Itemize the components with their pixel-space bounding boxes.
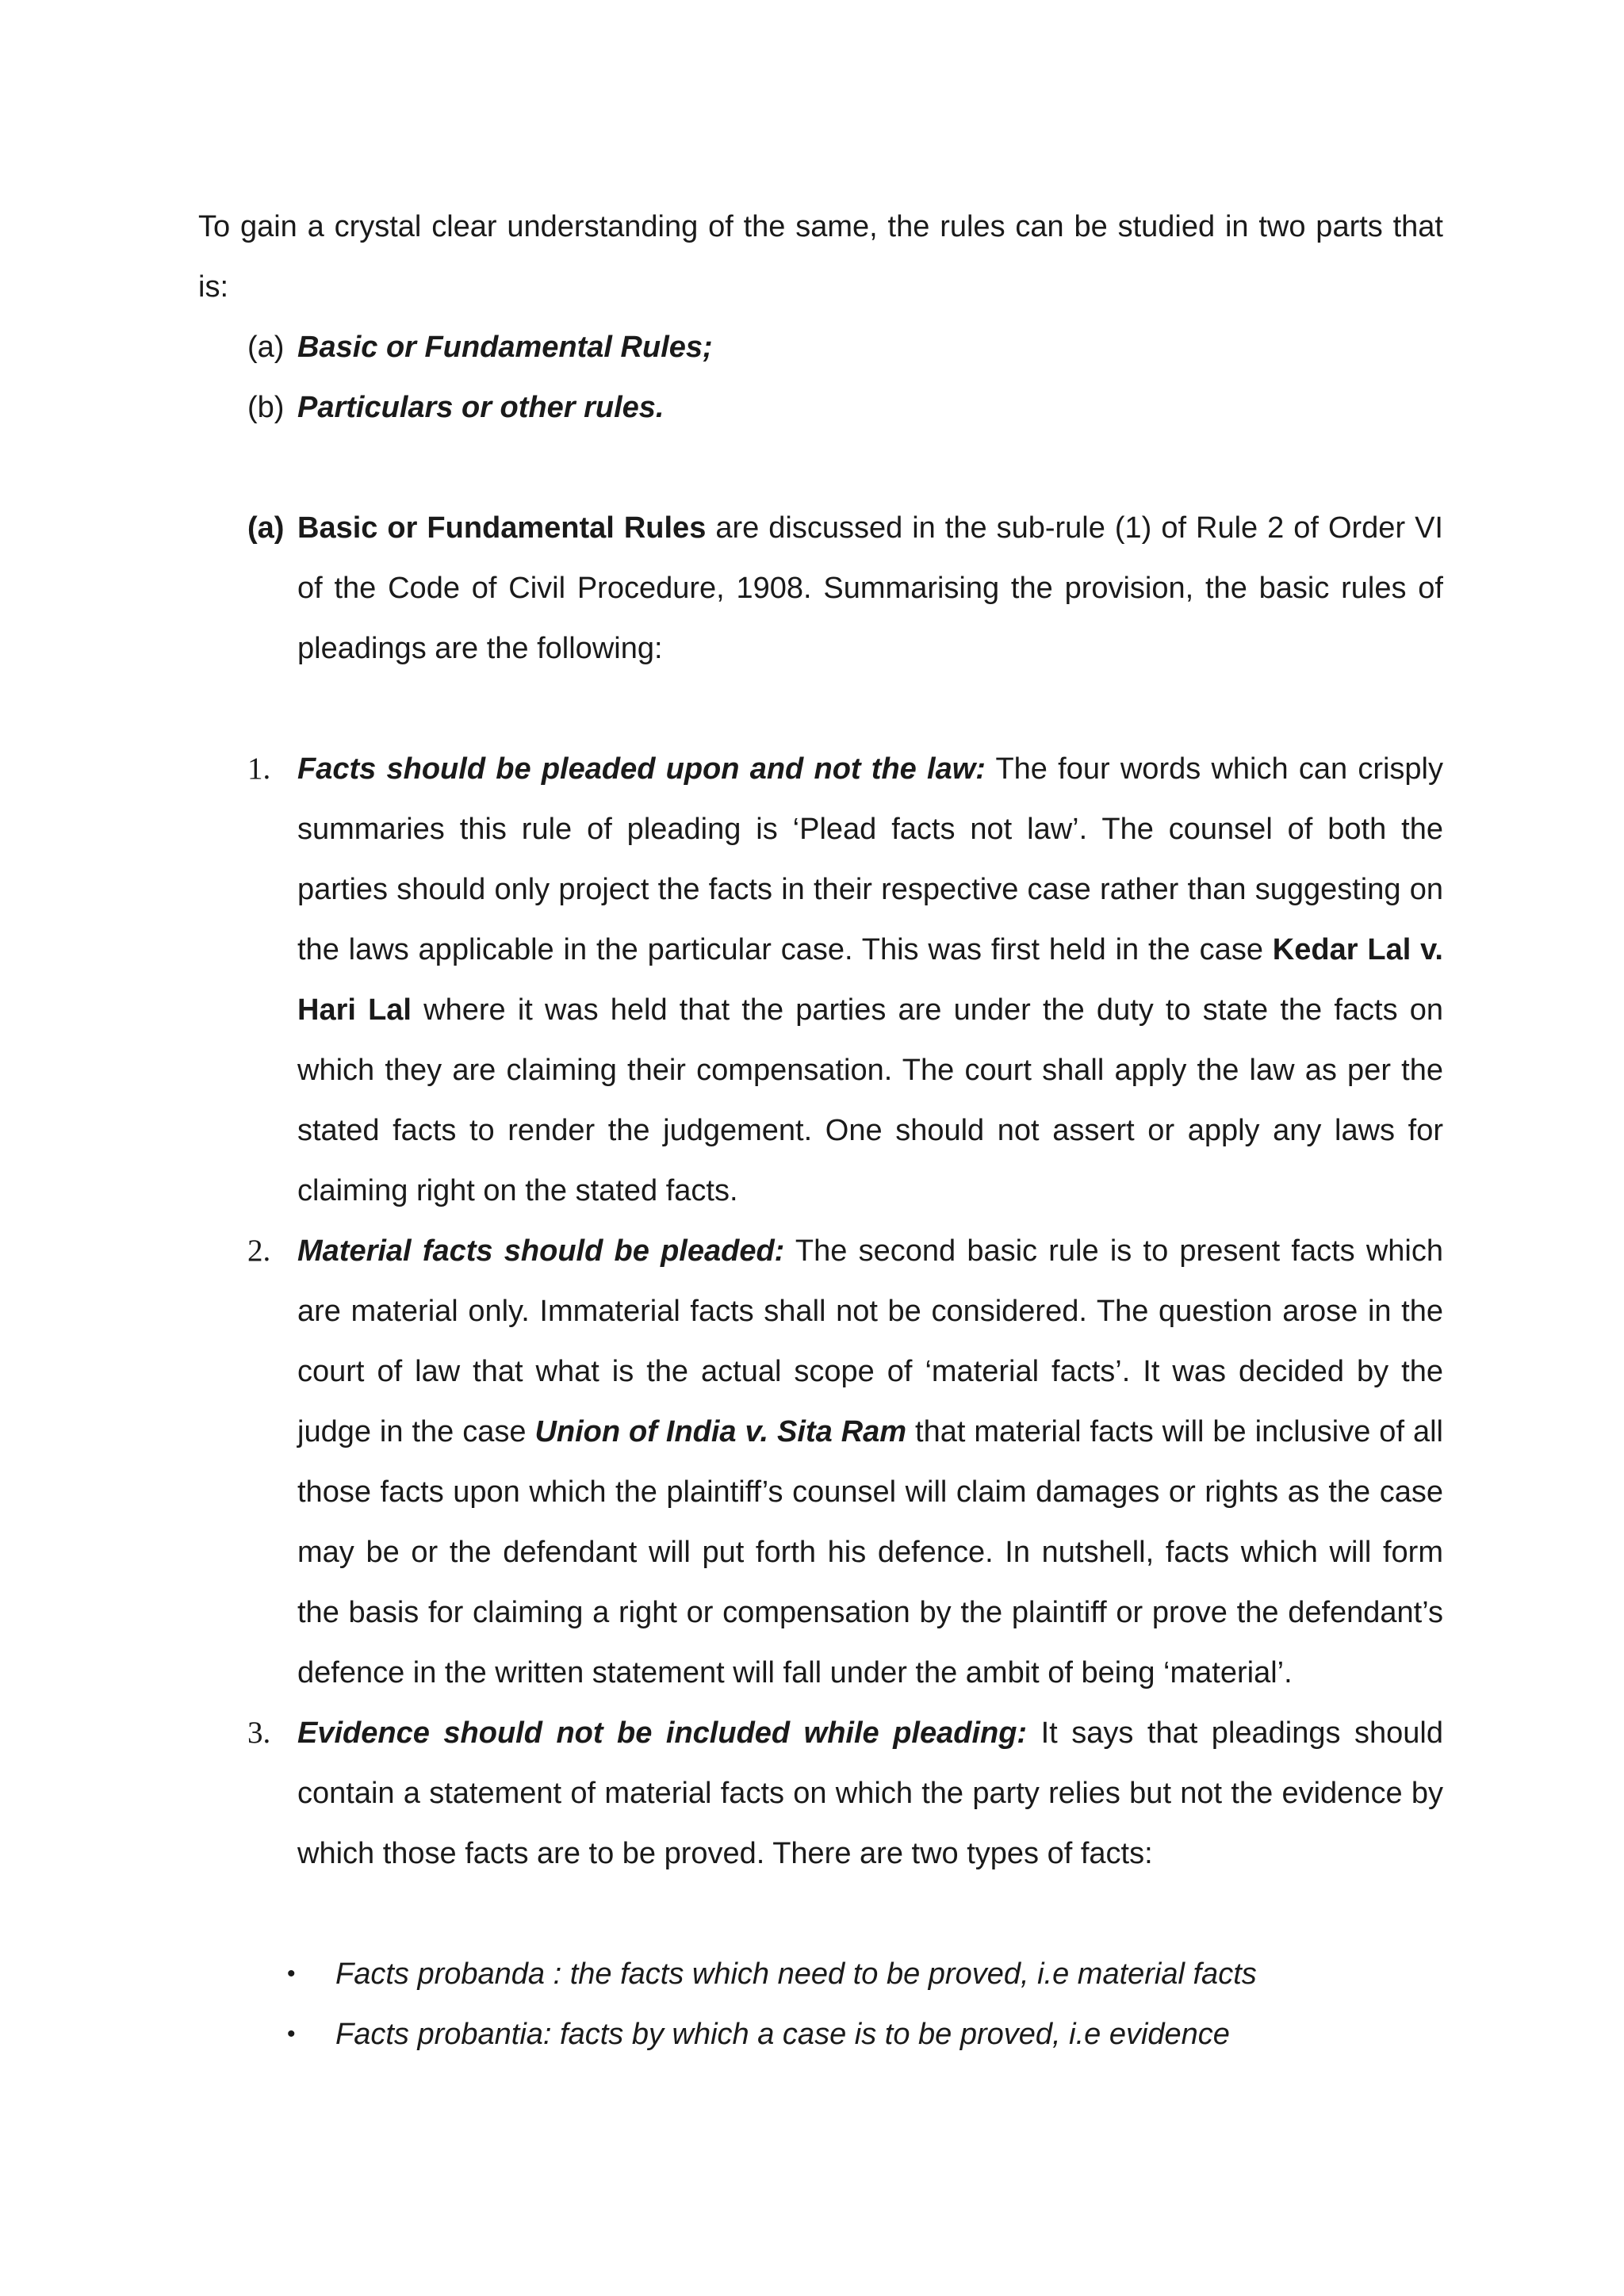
rule-number: 1. (247, 752, 271, 786)
parts-list-item-b (247, 377, 1443, 438)
bullet-item (287, 2004, 1443, 2064)
part-b-title: Particulars or other rules. (297, 391, 665, 424)
rule-text: It says that pleadings should contain a statement of material facts on which the party relies but not the evidence by which those facts are to be proved. There are two types of facts: (297, 1716, 1443, 1870)
bullet-text: Facts probantia: facts by which a case is to be proved, i.e evidence (335, 2018, 1230, 2051)
case-name: Kedar Lal v. Hari Lal (297, 933, 1443, 1027)
rule-number: 2. (247, 1234, 271, 1268)
rule-text: The four words which can crisply summaries this rule of pleading is ‘Plead facts not law’. The counsel of both the parties should only project the facts in their respective case rather than suggesting on the laws applicable in the particular case. This was first held in the case (297, 752, 1443, 966)
rule-text-continued: that material facts will be inclusive of all those facts upon which the plaintiff’s counsel will claim damages or rights as the case may be or the defendant will put forth his defence. In nutshell, facts which will form the basis for claiming a right or compensation by the plaintiff or prove the defendant’s defence in the written statement will fall under the ambit of being ‘material’. (297, 1415, 1443, 1689)
facts-bullet-list (287, 1944, 1443, 2064)
bullet-icon: • (287, 2021, 296, 2047)
bullet-icon: • (287, 1961, 296, 1987)
section-a-paragraph (247, 498, 1443, 679)
rule-heading: Material facts should be pleaded: (297, 1234, 785, 1268)
parts-list (247, 317, 1443, 438)
rule-heading: Evidence should not be included while pleading: (297, 1716, 1028, 1750)
section-marker: (a) (247, 511, 285, 545)
list-marker: (a) (247, 331, 285, 364)
section-a-text: are discussed in the sub-rule (1) of Rule 2 of Order VI of the Code of Civil Procedure, 1908. Summarising the provision, the basic rules of pleadings are the following: (297, 511, 1443, 665)
rule-text-continued: where it was held that the parties are under the duty to state the facts on which they are claiming their compensation. The court shall apply the law as per the stated facts to render the judgement. One should not assert or apply any laws for claiming right on the stated facts. (297, 993, 1444, 1207)
intro-paragraph: To gain a crystal clear understanding of the same, the rules can be studied in two parts that is: (198, 210, 1443, 304)
case-name: Union of India v. Sita Ram (534, 1415, 907, 1448)
rules-list (247, 739, 1443, 1884)
parts-list-item-a (247, 317, 1443, 377)
rule-item-1 (247, 739, 1443, 1221)
rule-text: The second basic rule is to present facts which are material only. Immaterial facts shall not be considered. The question arose in the court of law that what is the actual scope of ‘material facts’. It was decided by the judge in the case (297, 1234, 1444, 1448)
rule-number: 3. (247, 1716, 271, 1750)
bullet-text: Facts probanda : the facts which need to be proved, i.e material facts (335, 1957, 1257, 1991)
section-a-heading: Basic or Fundamental Rules (297, 511, 707, 545)
bullet-item (287, 1944, 1443, 2004)
rule-heading: Facts should be pleaded upon and not the law: (297, 752, 986, 786)
rule-item-3 (247, 1703, 1443, 1884)
rule-item-2 (247, 1221, 1443, 1703)
part-a-title: Basic or Fundamental Rules; (297, 331, 713, 364)
list-marker: (b) (247, 391, 285, 424)
